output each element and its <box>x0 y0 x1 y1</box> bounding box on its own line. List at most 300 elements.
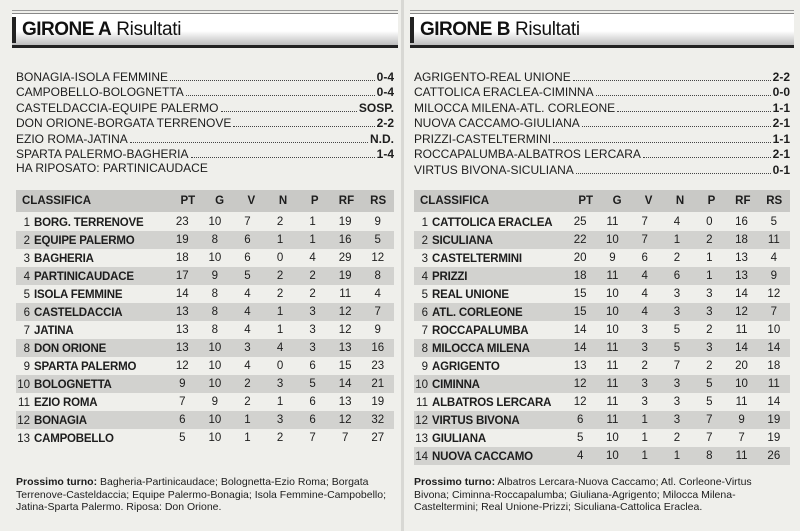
team-name: NUOVA CACCAMO <box>432 451 533 463</box>
stat-v: 7 <box>641 234 648 246</box>
standings-row <box>16 375 394 393</box>
stat-pt: 15 <box>573 288 587 300</box>
stat-g: 10 <box>208 414 222 426</box>
stat-pt: 22 <box>573 234 587 246</box>
stat-rs: 21 <box>371 378 385 390</box>
stat-n: 3 <box>276 414 284 426</box>
stat-rs: 8 <box>374 270 381 282</box>
team-name: BONAGIA <box>34 415 87 427</box>
stat-pt: 18 <box>573 270 587 282</box>
next-round-label: Prossimo turno: <box>16 476 98 488</box>
stat-n: 3 <box>276 378 284 390</box>
next-round-note <box>414 476 788 514</box>
rank: 14 <box>415 451 428 463</box>
stat-rf: 9 <box>738 414 745 426</box>
stat-rs: 7 <box>374 306 381 318</box>
stat-rf: 10 <box>735 378 748 390</box>
match-name: EZIO ROMA-JATINA <box>16 131 128 146</box>
stat-n: 2 <box>673 252 681 264</box>
team-name: ATL. CORLEONE <box>432 307 523 319</box>
stat-pt: 14 <box>573 342 587 354</box>
rank: 1 <box>23 217 30 229</box>
stat-rf: 14 <box>735 342 748 354</box>
team-name: CIMINNA <box>432 379 480 391</box>
stat-v: 6 <box>244 252 251 264</box>
stat-g: 11 <box>606 378 619 390</box>
standings-row <box>414 303 790 321</box>
stat-p: 3 <box>309 342 316 354</box>
stat-rf: 12 <box>338 306 352 318</box>
team-name: GIULIANA <box>432 433 486 445</box>
stat-pt: 15 <box>573 306 587 318</box>
match-score: 2-2 <box>772 69 790 84</box>
rank: 3 <box>421 253 428 265</box>
stat-v: 5 <box>244 270 251 282</box>
match-score: 2-2 <box>376 116 394 130</box>
stat-rf: 16 <box>735 216 748 228</box>
stat-n: 3 <box>673 396 681 408</box>
stat-pt: 14 <box>573 324 587 336</box>
rank: 9 <box>421 361 428 373</box>
match-score: N.D. <box>370 131 394 146</box>
stat-pt: 13 <box>573 360 587 372</box>
stat-p: 6 <box>309 396 316 408</box>
stat-g: 10 <box>208 216 222 228</box>
header-block-marker <box>12 17 16 43</box>
stat-g: 10 <box>208 432 222 444</box>
column-header: CLASSIFICA <box>22 195 91 207</box>
stat-n: 0 <box>276 360 284 372</box>
rank: 6 <box>23 307 30 319</box>
stat-n: 1 <box>673 450 681 462</box>
column-header: P <box>310 195 319 207</box>
stat-rf: 13 <box>338 396 352 408</box>
stat-n: 2 <box>276 432 284 444</box>
stat-pt: 19 <box>175 234 189 246</box>
stat-g: 10 <box>606 234 619 246</box>
stat-p: 2 <box>706 360 713 372</box>
header-block-marker <box>410 17 414 43</box>
stat-rf: 16 <box>338 234 352 246</box>
stat-v: 3 <box>244 342 251 354</box>
standings-row <box>414 429 790 447</box>
stat-v: 1 <box>641 432 648 444</box>
result-row <box>414 146 790 162</box>
stat-n: 1 <box>276 234 284 246</box>
stat-pt: 12 <box>573 378 587 390</box>
stat-rf: 11 <box>735 324 748 336</box>
stat-p: 1 <box>706 270 713 282</box>
stat-rs: 16 <box>371 342 385 354</box>
stat-v: 1 <box>641 414 648 426</box>
rank: 11 <box>416 397 428 409</box>
match-name: CAMPOBELLO-BOLOGNETTA <box>16 85 184 99</box>
team-name: PARTINICAUDACE <box>34 271 134 283</box>
rank: 8 <box>421 343 428 355</box>
stat-n: 1 <box>673 234 681 246</box>
stat-v: 1 <box>244 432 251 444</box>
stat-p: 8 <box>706 450 713 462</box>
result-row <box>16 130 394 146</box>
stat-n: 2 <box>276 270 284 282</box>
next-round-note <box>16 476 392 514</box>
stat-pt: 9 <box>179 378 186 390</box>
stat-rf: 20 <box>735 360 748 372</box>
team-name: EQUIPE PALERMO <box>34 235 135 247</box>
stat-n: 7 <box>673 360 681 372</box>
stat-g: 10 <box>208 360 222 372</box>
result-row <box>16 115 394 131</box>
stat-rf: 15 <box>338 360 352 372</box>
rank: 4 <box>421 271 428 283</box>
stat-p: 2 <box>706 234 713 246</box>
stat-g: 11 <box>606 360 619 372</box>
stat-g: 10 <box>606 450 619 462</box>
stat-rs: 32 <box>371 414 385 426</box>
rank: 10 <box>415 379 428 391</box>
rank: 12 <box>17 415 30 427</box>
stat-g: 11 <box>606 342 619 354</box>
stat-g: 11 <box>606 414 619 426</box>
team-name: VIRTUS BIVONA <box>432 415 520 427</box>
stat-p: 3 <box>706 342 713 354</box>
stat-pt: 7 <box>179 396 186 408</box>
standings-row <box>16 339 394 357</box>
stat-g: 8 <box>211 234 219 246</box>
stat-n: 3 <box>673 378 681 390</box>
rank: 5 <box>421 289 428 301</box>
column-header: N <box>278 195 288 207</box>
next-round-text: Bagheria-Partinicaudace; Bolognetta-Ezio Roma; Borgata Terrenove-Casteldaccia; Equipe Palermo-Bonagia; Isola Femmine-Campobello; Jatina-Sparta Palermo. Riposa: Don Orione. <box>16 476 387 513</box>
stat-pt: 17 <box>175 270 189 282</box>
stat-p: 5 <box>706 396 713 408</box>
column-header: P <box>707 195 716 207</box>
team-name: ROCCAPALUMBA <box>432 325 529 337</box>
stat-n: 3 <box>673 306 681 318</box>
stat-n: 1 <box>276 396 284 408</box>
standings-row <box>414 267 790 285</box>
result-row <box>414 84 790 100</box>
column-header: V <box>644 195 653 207</box>
stat-p: 2 <box>706 324 713 336</box>
team-name: DON ORIONE <box>34 343 107 355</box>
team-name: JATINA <box>34 325 74 337</box>
results-list <box>414 68 790 177</box>
stat-rs: 4 <box>374 288 381 300</box>
stat-pt: 13 <box>175 306 189 318</box>
stat-rf: 13 <box>735 270 748 282</box>
rank: 5 <box>23 289 30 301</box>
standings-row <box>16 267 394 285</box>
result-row <box>16 84 394 100</box>
girone-b-header <box>410 13 794 48</box>
standings-row <box>16 357 394 375</box>
rank: 9 <box>23 361 30 373</box>
risultati-label: Risultati <box>514 18 580 40</box>
stat-rs: 19 <box>767 414 781 426</box>
stat-p: 6 <box>309 360 316 372</box>
rank: 12 <box>415 415 428 427</box>
stat-v: 3 <box>641 342 648 354</box>
match-name: MILOCCA MILENA-ATL. CORLEONE <box>414 100 616 115</box>
stat-g: 9 <box>609 252 616 264</box>
standings-row <box>16 411 394 429</box>
match-score: 0-0 <box>772 85 790 99</box>
stat-g: 8 <box>211 306 219 318</box>
standings-row <box>414 339 790 357</box>
rank: 13 <box>415 433 428 445</box>
stat-p: 2 <box>309 270 316 282</box>
stat-n: 4 <box>673 216 681 228</box>
column-header: RS <box>766 195 783 207</box>
team-name: BORG. TERRENOVE <box>34 217 144 229</box>
stat-rs: 5 <box>374 234 381 246</box>
stat-v: 4 <box>641 270 648 282</box>
standings-row <box>16 321 394 339</box>
stat-pt: 5 <box>576 432 584 444</box>
rank: 7 <box>421 325 428 337</box>
match-name: CASTELDACCIA-EQUIPE PALERMO <box>16 100 219 115</box>
stat-n: 3 <box>673 414 681 426</box>
stat-g: 10 <box>606 306 619 318</box>
result-row <box>16 146 394 162</box>
rank: 1 <box>421 217 428 229</box>
match-score: 1-4 <box>376 147 394 161</box>
column-header: PT <box>180 195 196 207</box>
column-header: RS <box>370 195 387 207</box>
girone-title: GIRONE B <box>420 18 510 40</box>
stat-rs: 12 <box>767 288 781 300</box>
rank: 2 <box>421 235 428 247</box>
standings-row <box>414 411 790 429</box>
stat-v: 6 <box>244 234 251 246</box>
stat-rf: 13 <box>338 342 352 354</box>
stat-p: 3 <box>309 306 316 318</box>
stat-pt: 5 <box>179 432 186 444</box>
stat-p: 1 <box>309 216 316 228</box>
team-name: EZIO ROMA <box>34 397 98 409</box>
stat-p: 1 <box>706 252 713 264</box>
stat-pt: 13 <box>175 342 189 354</box>
match-score: 0-4 <box>376 85 394 99</box>
stat-g: 9 <box>211 270 219 282</box>
girone-title: GIRONE A <box>22 18 112 40</box>
girone-a-header <box>12 13 398 48</box>
stat-rf: 12 <box>338 414 352 426</box>
top-rule <box>410 0 794 11</box>
girone-b-column <box>410 0 794 531</box>
stat-rf: 19 <box>338 270 352 282</box>
team-name: BAGHERIA <box>34 253 94 265</box>
stat-pt: 13 <box>175 324 189 336</box>
stat-g: 10 <box>606 288 619 300</box>
stat-g: 10 <box>208 342 222 354</box>
stat-pt: 6 <box>179 414 186 426</box>
stat-pt: 12 <box>573 396 587 408</box>
result-row <box>16 99 394 115</box>
stat-p: 6 <box>309 414 316 426</box>
stat-rs: 10 <box>767 324 781 336</box>
result-row <box>414 130 790 146</box>
stat-g: 10 <box>606 324 619 336</box>
team-name: CASTELTERMINI <box>432 253 522 265</box>
column-header: G <box>215 195 225 207</box>
team-name: CATTOLICA ERACLEA <box>432 217 553 229</box>
stat-v: 4 <box>244 306 251 318</box>
stat-p: 0 <box>706 216 713 228</box>
stat-n: 2 <box>276 216 284 228</box>
rank: 2 <box>23 235 30 247</box>
stat-rs: 14 <box>767 342 781 354</box>
stat-n: 2 <box>673 432 681 444</box>
stat-p: 7 <box>706 414 713 426</box>
stat-pt: 4 <box>576 450 584 462</box>
standings-row <box>414 357 790 375</box>
column-header: V <box>247 195 256 207</box>
stat-v: 2 <box>244 378 251 390</box>
stat-n: 0 <box>276 252 284 264</box>
standings-row <box>16 303 394 321</box>
rank: 13 <box>17 433 30 445</box>
rank: 4 <box>23 271 30 283</box>
stat-n: 3 <box>673 288 681 300</box>
stat-g: 11 <box>606 270 619 282</box>
standings-table <box>414 190 790 465</box>
stat-v: 7 <box>244 216 251 228</box>
stat-v: 4 <box>641 288 648 300</box>
stat-g: 8 <box>211 288 219 300</box>
stat-p: 7 <box>309 432 316 444</box>
stat-v: 1 <box>244 414 251 426</box>
standings-row <box>16 285 394 303</box>
stat-rf: 12 <box>338 324 352 336</box>
stat-g: 10 <box>606 432 619 444</box>
stat-p: 3 <box>706 288 713 300</box>
match-name: CATTOLICA ERACLEA-CIMINNA <box>414 85 594 99</box>
rank: 7 <box>23 325 30 337</box>
stat-rs: 19 <box>371 396 385 408</box>
column-header: RF <box>735 195 751 207</box>
team-name: SPARTA PALERMO <box>34 361 137 373</box>
riposo-note: HA RIPOSATO: PARTINICAUDACE <box>16 161 208 175</box>
standings-row <box>414 393 790 411</box>
stat-rs: 27 <box>371 432 385 444</box>
stat-p: 7 <box>706 432 713 444</box>
stat-pt: 6 <box>576 414 584 426</box>
rank: 6 <box>421 307 428 319</box>
match-name: PRIZZI-CASTELTERMINI <box>414 131 552 146</box>
match-name: AGRIGENTO-REAL UNIONE <box>414 69 571 84</box>
rank: 3 <box>23 253 30 265</box>
stat-g: 11 <box>606 216 619 228</box>
stat-v: 6 <box>641 252 648 264</box>
stat-v: 2 <box>641 360 648 372</box>
match-score: 1-1 <box>772 131 790 146</box>
match-name: SPARTA PALERMO-BAGHERIA <box>16 147 189 161</box>
stat-v: 1 <box>641 450 648 462</box>
standings-table <box>16 190 394 447</box>
rank: 10 <box>17 379 30 391</box>
stat-rs: 19 <box>767 432 781 444</box>
stat-g: 11 <box>606 396 619 408</box>
stat-v: 2 <box>244 396 251 408</box>
stat-rf: 11 <box>735 396 748 408</box>
stat-p: 3 <box>309 324 316 336</box>
stat-pt: 23 <box>175 216 189 228</box>
stat-n: 4 <box>276 342 284 354</box>
stat-rs: 9 <box>770 270 778 282</box>
team-name: SICULIANA <box>432 235 493 247</box>
next-round-label: Prossimo turno: <box>414 476 496 488</box>
stat-rs: 23 <box>371 360 385 372</box>
match-name: BONAGIA-ISOLA FEMMINE <box>16 69 169 84</box>
team-name: MILOCCA MILENA <box>432 343 530 355</box>
stat-v: 3 <box>641 324 648 336</box>
stat-rs: 9 <box>374 324 381 336</box>
stat-rs: 11 <box>767 378 780 390</box>
team-name: ISOLA FEMMINE <box>34 289 123 301</box>
stat-n: 2 <box>276 288 284 300</box>
stat-pt: 20 <box>573 252 587 264</box>
stat-rf: 7 <box>341 432 349 444</box>
column-header: PT <box>578 195 594 207</box>
stat-n: 1 <box>276 324 284 336</box>
standings-row <box>414 321 790 339</box>
stat-rf: 11 <box>735 450 748 462</box>
column-header: CLASSIFICA <box>420 195 489 207</box>
stat-rf: 13 <box>735 252 748 264</box>
team-name: PRIZZI <box>432 271 468 283</box>
standings-row <box>414 447 790 465</box>
next-round-text: Albatros Lercara-Nuova Caccamo; Atl. Corleone-Virtus Bivona; Ciminna-Roccapalumba; Giuliana-Agrigento; Milocca Milena-Casteltermini; Real Unione-Prizzi; Siculiana-Cattolica Eraclea. <box>414 476 752 513</box>
team-name: CAMPOBELLO <box>34 433 114 445</box>
stat-rs: 18 <box>767 360 781 372</box>
stat-g: 8 <box>211 324 219 336</box>
top-rule <box>12 0 398 11</box>
standings-row <box>16 249 394 267</box>
match-name: VIRTUS BIVONA-SICULIANA <box>414 162 574 177</box>
match-score: SOSP. <box>358 100 394 115</box>
stat-rs: 26 <box>767 450 781 462</box>
stat-pt: 14 <box>175 288 189 300</box>
team-name: REAL UNIONE <box>432 289 509 301</box>
stat-g: 10 <box>208 252 222 264</box>
stat-p: 5 <box>706 378 713 390</box>
stat-n: 1 <box>276 306 284 318</box>
stat-v: 3 <box>641 396 648 408</box>
standings-row <box>414 285 790 303</box>
result-row <box>414 68 790 84</box>
stat-rf: 14 <box>735 288 748 300</box>
stat-p: 1 <box>309 234 316 246</box>
stat-g: 9 <box>211 396 219 408</box>
match-name: ROCCAPALUMBA-ALBATROS LERCARA <box>414 147 641 161</box>
stat-v: 7 <box>641 216 648 228</box>
team-name: BOLOGNETTA <box>34 379 112 391</box>
team-name: AGRIGENTO <box>432 361 500 373</box>
match-name: DON ORIONE-BORGATA TERRENOVE <box>16 116 232 130</box>
result-row <box>414 115 790 131</box>
stat-rs: 12 <box>371 252 385 264</box>
stat-rf: 18 <box>735 234 748 246</box>
standings-row <box>16 393 394 411</box>
stat-v: 4 <box>244 360 251 372</box>
team-name: ALBATROS LERCARA <box>432 397 552 409</box>
stat-v: 4 <box>641 306 648 318</box>
column-header: RF <box>338 195 355 207</box>
match-score: 2-1 <box>772 116 790 130</box>
stat-p: 5 <box>309 378 316 390</box>
